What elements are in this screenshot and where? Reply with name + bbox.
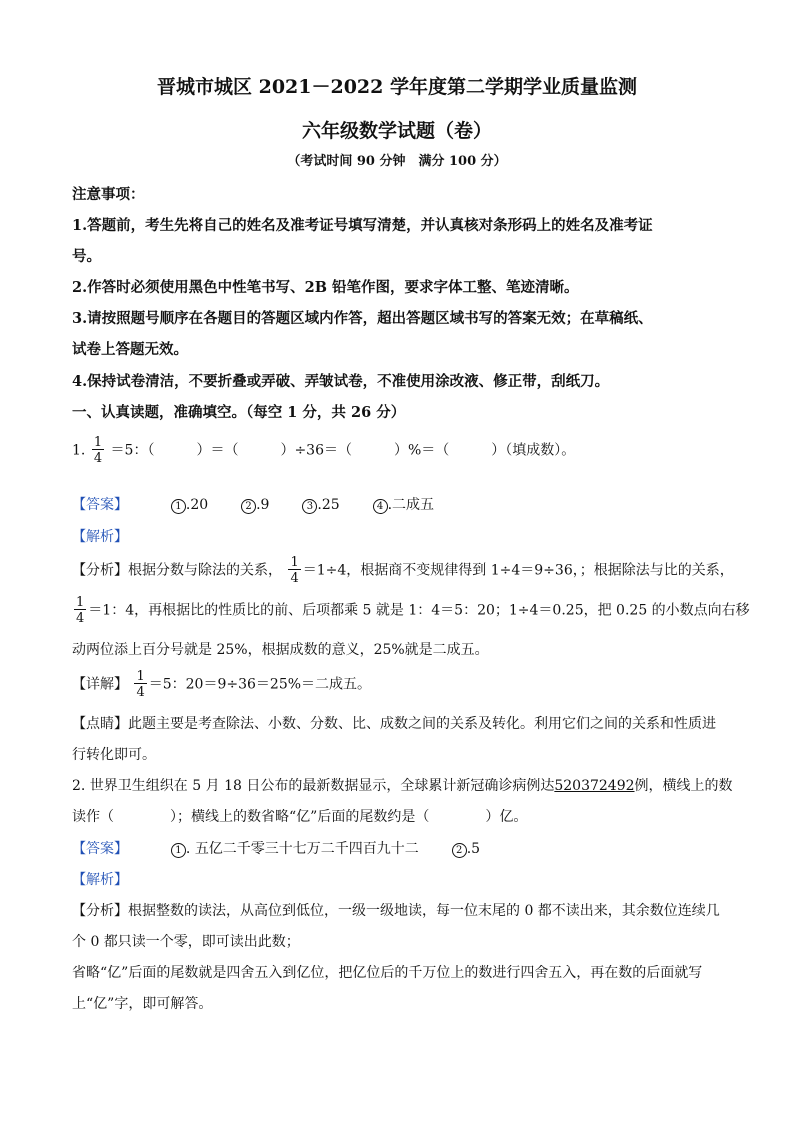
q1-answer-row	[72, 494, 434, 514]
notice-item-4: 4.保持试卷清洁，不要折叠或弄破、弄皱试卷，不准使用涂改液、修正带，刮纸刀。	[72, 373, 610, 390]
notice-item-1-cont: 号。	[72, 248, 101, 265]
q1-answer-4: .二成五	[387, 497, 435, 513]
circle-number-1-icon: 1	[171, 843, 186, 858]
fenxi-text: 根据分数与除法的关系，	[128, 562, 282, 579]
fenxi-text: ＝1：4，再根据比的性质比的前、后项都乘 5 就是 1：4＝5：20；1÷4＝0.25，把 0.25 的小数点向右移	[88, 602, 750, 619]
q1-dianjing-line-2: 行转化即可。	[72, 747, 156, 763]
q2-stem-line-2: 读作（ ）；横线上的数省略“亿”后面的尾数约是（ ）亿。	[72, 809, 528, 825]
notice-item-1: 1.答题前，考生先将自己的姓名及准考证号填写清楚，并认真核对条形码上的姓名及准考证	[72, 217, 653, 234]
q2-analysis-label: 【解析】	[72, 872, 128, 888]
q2-fenxi-line-1	[72, 900, 720, 920]
q2-fenxi-line-3: 省略“亿”后面的尾数就是四舍五入到亿位，把亿位后的千万位上的数进行四舍五入，再在数的后面就写	[72, 965, 703, 981]
q2-answer-1: . 五亿二千零三十七万二千四百九十二	[185, 841, 419, 857]
fraction-numerator: 1	[136, 669, 145, 684]
circle-number-4-icon: 4	[373, 499, 388, 514]
notice-heading: 注意事项：	[72, 186, 145, 203]
fraction-numerator: 1	[93, 435, 103, 450]
q1-fenxi-line-1	[72, 556, 734, 585]
xiangjie-label: 【详解】	[72, 676, 128, 693]
q1-dianjing-line-1	[72, 713, 716, 733]
exam-info: （考试时间 90 分钟 满分 100 分）	[287, 154, 507, 169]
q1-analysis-label: 【解析】	[72, 529, 128, 545]
fraction-denominator: 4	[93, 451, 103, 466]
fenxi-text: ＝1÷4，根据商不变规律得到 1÷4＝9÷36，；根据除法与比的关系，	[302, 562, 734, 579]
q2-text: 例，横线上的数	[634, 778, 733, 794]
dianjing-label: 【点睛】	[72, 716, 128, 732]
fraction-denominator: 4	[76, 611, 85, 626]
q2-answer-2: .5	[466, 841, 481, 857]
q1-fenxi-line-3: 动两位添上百分号就是 25%，根据成数的意义，25%就是二成五。	[72, 642, 489, 658]
q1-fraction	[92, 436, 104, 465]
q2-answer-row	[72, 838, 480, 858]
fenxi-text: 根据整数的读法，从高位到低位，一级一级地读，每一位末尾的 0 都不读出来，其余数位连续几	[128, 903, 720, 919]
circle-number-2-icon: 2	[452, 843, 467, 858]
q1-stem	[72, 436, 575, 465]
fraction-denominator: 4	[136, 685, 145, 700]
notice-item-2: 2.作答时必须使用黑色中性笔书写、2B 铅笔作图，要求字体工整、笔迹清晰。	[72, 279, 579, 296]
inline-fraction	[74, 596, 86, 625]
inline-fraction	[288, 556, 300, 585]
q1-answer-3: .25	[317, 497, 340, 513]
inline-fraction	[134, 670, 146, 699]
circle-number-2-icon: 2	[241, 499, 256, 514]
fraction-denominator: 4	[290, 571, 299, 586]
q1-xiangjie	[72, 670, 371, 699]
notice-item-3-cont: 试卷上答题无效。	[72, 341, 188, 358]
q1-fenxi-line-2	[72, 596, 750, 625]
circle-number-3-icon: 3	[302, 499, 317, 514]
fraction-numerator: 1	[290, 555, 299, 570]
exam-subtitle: 六年级数学试题（卷）	[301, 120, 492, 142]
q1-number: 1.	[72, 442, 86, 459]
q1-answer-1: .20	[185, 497, 209, 513]
answer-label: 【答案】	[72, 841, 128, 857]
xiangjie-text: ＝5：20＝9÷36＝25%＝二成五。	[148, 676, 372, 693]
exam-title: 晋城市城区 2021－2022 学年度第二学期学业质量监测	[157, 76, 637, 98]
answer-label: 【答案】	[72, 497, 128, 513]
dianjing-text: 此题主要是考查除法、小数、分数、比、成数之间的关系及转化。利用它们之间的关系和性质进	[128, 716, 716, 732]
q2-stem-line-1	[72, 775, 733, 795]
fenxi-label: 【分析】	[72, 562, 128, 579]
fraction-numerator: 1	[76, 595, 85, 610]
section-1-heading: 一、认真读题，准确填空。（每空 1 分，共 26 分）	[72, 404, 406, 421]
circle-number-1-icon: 1	[171, 499, 186, 514]
q2-fenxi-line-2: 个 0 都只读一个零，即可读出此数；	[72, 934, 300, 950]
q2-underlined-number: 520372492	[554, 778, 635, 794]
q1-answer-2: .9	[256, 497, 270, 513]
notice-item-3: 3.请按照题号顺序在各题目的答题区域内作答，超出答题区域书写的答案无效；在草稿纸、	[72, 310, 653, 327]
q2-fenxi-line-4: 上“亿”字，即可解答。	[72, 996, 213, 1012]
q1-stem-text: ＝5：（ ）＝（ ）÷36＝（ ）%＝（ ）（填成数）。	[110, 442, 576, 459]
q2-text: 2. 世界卫生组织在 5 月 18 日公布的最新数据显示，全球累计新冠确诊病例达	[72, 778, 555, 794]
fenxi-label: 【分析】	[72, 903, 128, 919]
